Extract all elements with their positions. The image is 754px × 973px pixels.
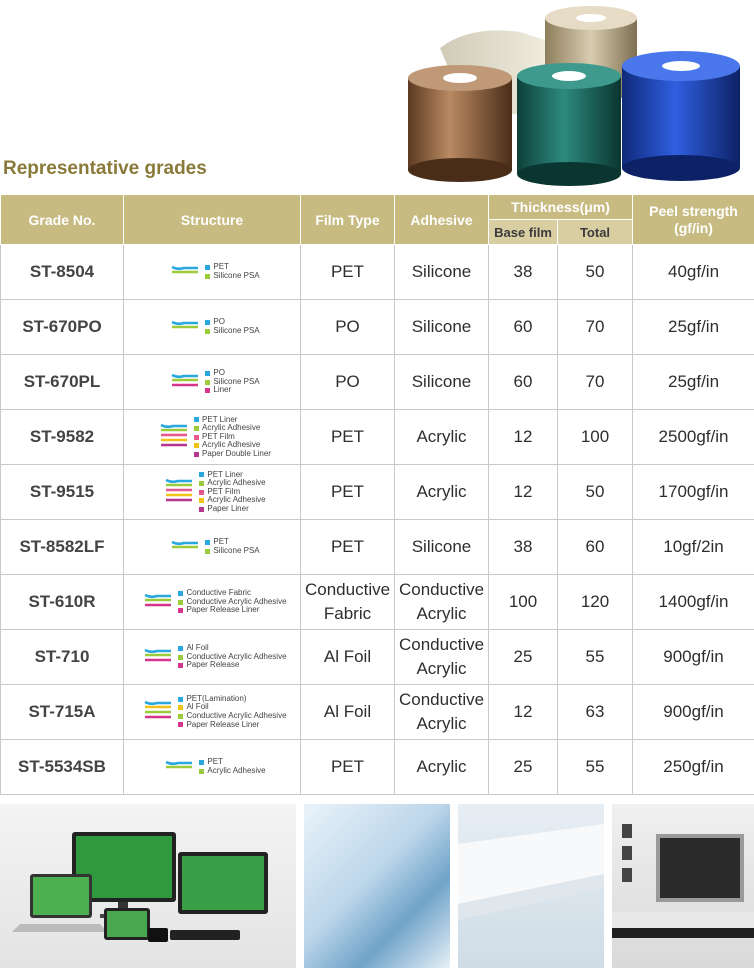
table-row: [1, 300, 754, 355]
legend-swatch: [199, 472, 204, 477]
legend-swatch: [205, 320, 210, 325]
legend-item: [178, 606, 286, 615]
photo-devices: [0, 804, 296, 968]
legend-item: [178, 661, 286, 670]
header-total: Total: [558, 220, 633, 245]
legend-label: Paper Liner: [207, 505, 248, 514]
table-row: [1, 245, 754, 300]
film-type-cell: PET: [301, 740, 395, 795]
header-peel-strength: Peel strength (gf/in): [633, 195, 754, 245]
legend-swatch: [178, 655, 183, 660]
grade-no-cell: ST-715A: [1, 685, 124, 740]
legend-label: PET(Lamination): [186, 695, 246, 704]
legend-swatch: [194, 443, 199, 448]
table-row: [1, 465, 754, 520]
structure-legend: [178, 695, 286, 729]
legend-item: [205, 547, 259, 556]
legend-label: Acrylic Adhesive: [207, 479, 265, 488]
structure-legend: [194, 416, 271, 459]
legend-item: [199, 505, 265, 514]
table-row: [1, 575, 754, 630]
film-type-cell: PET: [301, 245, 395, 300]
legend-label: PO: [213, 318, 225, 327]
legend-swatch: [178, 608, 183, 613]
legend-swatch: [199, 760, 204, 765]
total-cell: 50: [558, 245, 633, 300]
film-type-cell: PO: [301, 355, 395, 410]
header-film-type: Film Type: [301, 195, 395, 245]
legend-label: Acrylic Adhesive: [207, 767, 265, 776]
layer-line: [166, 480, 192, 482]
total-cell: 60: [558, 520, 633, 575]
devices-illustration: [0, 804, 296, 968]
legend-swatch: [205, 329, 210, 334]
legend-swatch: [205, 380, 210, 385]
legend-label: Liner: [213, 386, 231, 395]
layer-line: [145, 595, 171, 597]
base-film-cell: 38: [489, 245, 558, 300]
total-cell: 120: [558, 575, 633, 630]
layer-line: [145, 702, 171, 704]
layer-line: [172, 267, 198, 269]
layer-stack-icon: [143, 593, 173, 612]
adhesive-cell: Acrylic: [395, 410, 489, 465]
tv-illustration: [612, 804, 754, 968]
legend-swatch: [178, 600, 183, 605]
legend-swatch: [199, 498, 204, 503]
base-film-cell: 12: [489, 465, 558, 520]
structure-legend: [205, 263, 259, 280]
legend-label: PET: [207, 758, 223, 767]
legend-label: PET Film: [207, 488, 240, 497]
peel-strength-cell: 40gf/in: [633, 245, 754, 300]
legend-swatch: [194, 435, 199, 440]
total-cell: 50: [558, 465, 633, 520]
legend-swatch: [194, 417, 199, 422]
table-row: [1, 740, 754, 795]
peel-strength-cell: 900gf/in: [633, 630, 754, 685]
peel-strength-cell: 2500gf/in: [633, 410, 754, 465]
legend-item: [205, 272, 259, 281]
film-type-cell: PET: [301, 410, 395, 465]
legend-swatch: [178, 705, 183, 710]
legend-swatch: [205, 265, 210, 270]
legend-swatch: [178, 591, 183, 596]
grade-no-cell: ST-8504: [1, 245, 124, 300]
adhesive-cell: Silicone: [395, 355, 489, 410]
legend-swatch: [199, 481, 204, 486]
legend-label: Acrylic Adhesive: [207, 496, 265, 505]
grade-no-cell: ST-710: [1, 630, 124, 685]
layer-line: [166, 762, 192, 764]
legend-swatch: [205, 371, 210, 376]
legend-label: Al Foil: [186, 703, 208, 712]
legend-swatch: [205, 540, 210, 545]
legend-label: Paper Double Liner: [202, 450, 271, 459]
base-film-cell: 60: [489, 300, 558, 355]
structure-legend: [205, 538, 259, 555]
legend-label: Paper Release Liner: [186, 606, 259, 615]
peel-strength-cell: 25gf/in: [633, 300, 754, 355]
grade-no-cell: ST-9582: [1, 410, 124, 465]
adhesive-cell: Conductive Acrylic: [395, 575, 489, 630]
layer-line: [172, 322, 198, 324]
structure-cell: [124, 410, 301, 465]
structure-legend: [205, 318, 259, 335]
adhesive-cell: Conductive Acrylic: [395, 685, 489, 740]
grade-no-cell: ST-8582LF: [1, 520, 124, 575]
grade-no-cell: ST-670PO: [1, 300, 124, 355]
table-row: [1, 410, 754, 465]
table-row: [1, 685, 754, 740]
legend-swatch: [194, 426, 199, 431]
air-conditioner-illustration: [458, 804, 604, 968]
layer-line: [161, 425, 187, 427]
structure-legend: [178, 589, 286, 615]
film-type-cell: Al Foil: [301, 685, 395, 740]
section-title: Representative grades: [3, 158, 207, 180]
legend-swatch: [199, 490, 204, 495]
legend-label: Conductive Acrylic Adhesive: [186, 712, 286, 721]
photo-living-room-tv: [612, 804, 754, 968]
structure-legend: [178, 644, 286, 670]
grades-table: [0, 194, 754, 795]
photo-building: [304, 804, 450, 968]
base-film-cell: 25: [489, 630, 558, 685]
legend-swatch: [178, 646, 183, 651]
film-type-cell: PO: [301, 300, 395, 355]
total-cell: 100: [558, 410, 633, 465]
legend-swatch: [205, 274, 210, 279]
table-row: [1, 355, 754, 410]
peel-strength-cell: 10gf/2in: [633, 520, 754, 575]
legend-label: Acrylic Adhesive: [202, 424, 260, 433]
base-film-cell: 12: [489, 685, 558, 740]
base-film-cell: 25: [489, 740, 558, 795]
structure-cell: [124, 575, 301, 630]
total-cell: 55: [558, 740, 633, 795]
legend-label: Silicone PSA: [213, 327, 259, 336]
structure-legend: [199, 758, 265, 775]
layer-stack-icon: [164, 478, 194, 507]
legend-item: [178, 721, 286, 730]
legend-label: PET Liner: [202, 416, 237, 425]
adhesive-cell: Silicone: [395, 520, 489, 575]
adhesive-cell: Silicone: [395, 300, 489, 355]
legend-label: PET Film: [202, 433, 235, 442]
peel-strength-cell: 25gf/in: [633, 355, 754, 410]
base-film-cell: 100: [489, 575, 558, 630]
peel-strength-cell: 1400gf/in: [633, 575, 754, 630]
legend-item: [205, 327, 259, 336]
peel-strength-cell: 1700gf/in: [633, 465, 754, 520]
legend-swatch: [205, 388, 210, 393]
legend-label: Conductive Fabric: [186, 589, 250, 598]
layer-stack-icon: [170, 265, 200, 279]
header-structure: Structure: [124, 195, 301, 245]
header-base-film: Base film: [489, 220, 558, 245]
structure-cell: [124, 740, 301, 795]
peel-strength-cell: 900gf/in: [633, 685, 754, 740]
film-type-cell: PET: [301, 465, 395, 520]
total-cell: 63: [558, 685, 633, 740]
film-type-cell: Al Foil: [301, 630, 395, 685]
structure-legend: [205, 369, 259, 395]
layer-stack-icon: [170, 540, 200, 554]
total-cell: 70: [558, 300, 633, 355]
legend-swatch: [178, 722, 183, 727]
legend-item: [199, 767, 265, 776]
base-film-cell: 60: [489, 355, 558, 410]
structure-cell: [124, 245, 301, 300]
grade-no-cell: ST-9515: [1, 465, 124, 520]
legend-label: Silicone PSA: [213, 272, 259, 281]
legend-label: Conductive Acrylic Adhesive: [186, 653, 286, 662]
layer-stack-icon: [143, 700, 173, 724]
total-cell: 55: [558, 630, 633, 685]
legend-label: Conductive Acrylic Adhesive: [186, 598, 286, 607]
layer-stack-icon: [170, 373, 200, 392]
legend-label: PO: [213, 369, 225, 378]
layer-stack-icon: [143, 648, 173, 667]
layer-stack-icon: [164, 760, 194, 774]
layer-line: [145, 650, 171, 652]
legend-label: PET: [213, 538, 229, 547]
legend-label: Acrylic Adhesive: [202, 441, 260, 450]
table-row: [1, 520, 754, 575]
layer-stack-icon: [170, 320, 200, 334]
structure-cell: [124, 685, 301, 740]
legend-label: Paper Release Liner: [186, 721, 259, 730]
legend-swatch: [194, 452, 199, 457]
structure-cell: [124, 520, 301, 575]
legend-swatch: [199, 769, 204, 774]
layer-line: [172, 375, 198, 377]
legend-label: PET: [213, 263, 229, 272]
structure-cell: [124, 300, 301, 355]
base-film-cell: 38: [489, 520, 558, 575]
adhesive-cell: Conductive Acrylic: [395, 630, 489, 685]
adhesive-cell: Acrylic: [395, 740, 489, 795]
header-adhesive: Adhesive: [395, 195, 489, 245]
peel-strength-cell: 250gf/in: [633, 740, 754, 795]
legend-label: Silicone PSA: [213, 547, 259, 556]
base-film-cell: 12: [489, 410, 558, 465]
legend-label: Silicone PSA: [213, 378, 259, 387]
grade-no-cell: ST-670PL: [1, 355, 124, 410]
legend-swatch: [178, 663, 183, 668]
table-row: [1, 630, 754, 685]
legend-label: PET Liner: [207, 471, 242, 480]
adhesive-cell: Silicone: [395, 245, 489, 300]
legend-swatch: [178, 714, 183, 719]
legend-label: Al Foil: [186, 644, 208, 653]
header-grade-no: Grade No.: [1, 195, 124, 245]
legend-swatch: [178, 697, 183, 702]
legend-item: [205, 386, 259, 395]
film-type-cell: PET: [301, 520, 395, 575]
structure-cell: [124, 465, 301, 520]
header-thickness: Thickness(μm): [489, 195, 633, 220]
total-cell: 70: [558, 355, 633, 410]
structure-cell: [124, 630, 301, 685]
grade-no-cell: ST-5534SB: [1, 740, 124, 795]
photo-air-conditioner: [458, 804, 604, 968]
legend-label: Paper Release: [186, 661, 239, 670]
layer-line: [172, 542, 198, 544]
legend-item: [194, 450, 271, 459]
structure-cell: [124, 355, 301, 410]
layer-stack-icon: [159, 423, 189, 452]
legend-swatch: [199, 507, 204, 512]
film-type-cell: Conductive Fabric: [301, 575, 395, 630]
adhesive-cell: Acrylic: [395, 465, 489, 520]
grade-no-cell: ST-610R: [1, 575, 124, 630]
structure-legend: [199, 471, 265, 514]
legend-swatch: [205, 549, 210, 554]
